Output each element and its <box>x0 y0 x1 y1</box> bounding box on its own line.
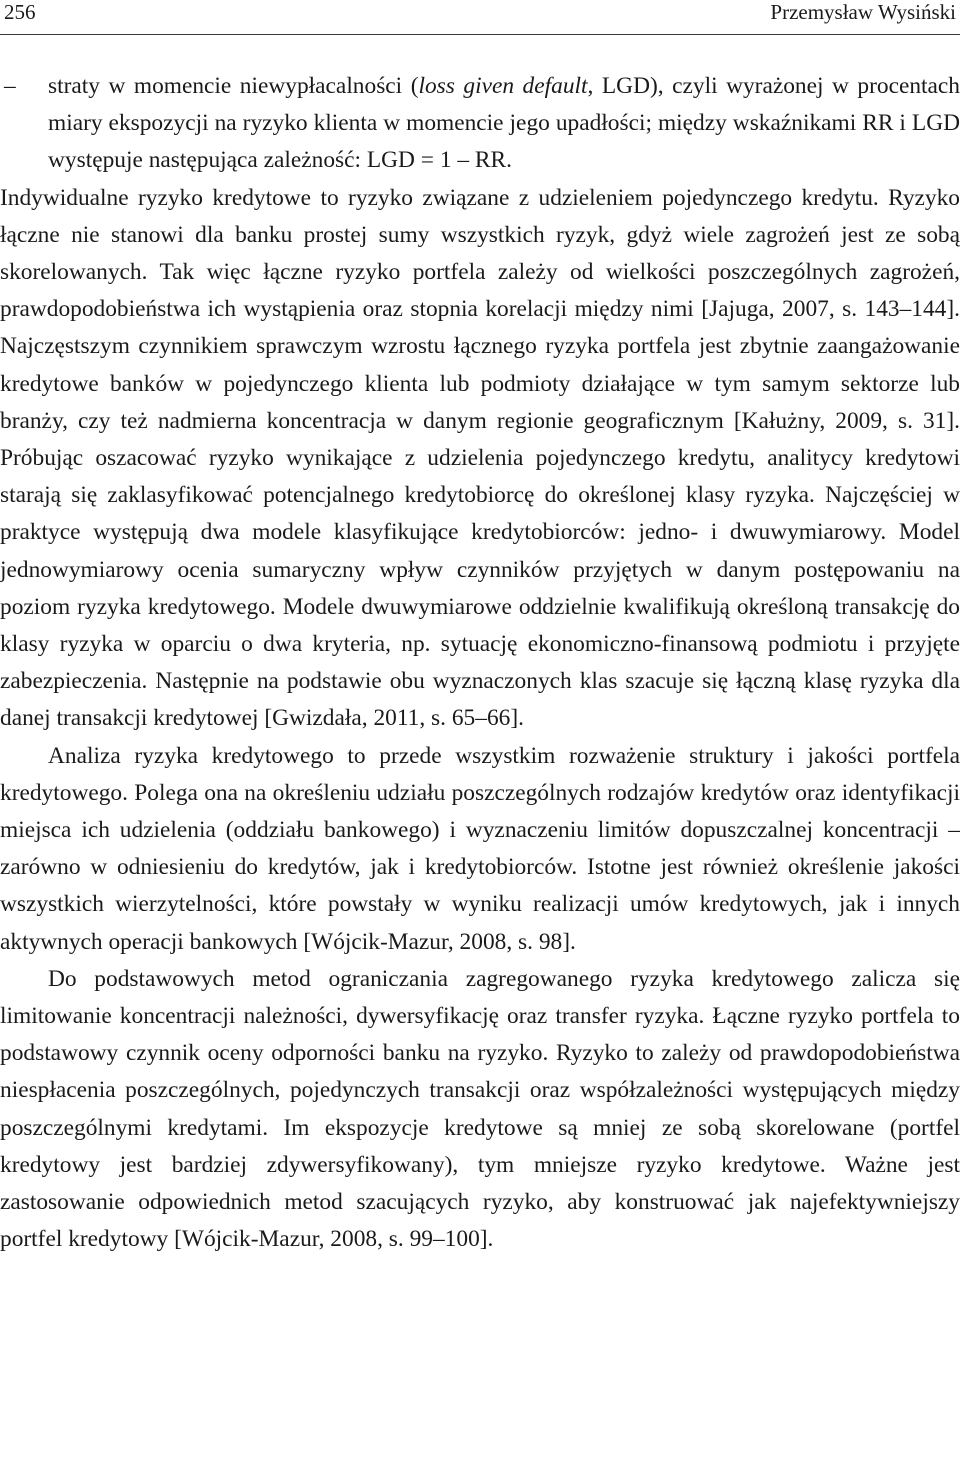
bullet-text-start: straty w momencie niewypłacalności ( <box>48 73 419 99</box>
paragraph-3: Do podstawowych metod ograniczania zagregowanego ryzyka kredytowego zalicza się limitowanie koncentracji należności, dywersyfikację oraz transfer ryzyka. Łączne ryzyko portfela to podstawowy czynnik oceny odporności banku na ryzyko. Ryzyko to zależy od prawdopodobieństwa niespłacenia poszczególnych, pojedynczych transakcji oraz współzależności występujących między poszczególnymi kredytami. Im ekspozycje kredytowe są mniej ze sobą skorelowane (portfel kredytowy jest bardziej zdywersyfikowany), tym mniejsze ryzyko kredytowe. Ważne jest zastosowanie odpowiednich metod szacujących ryzyko, aby konstruować jak najefektywniejszy portfel kredytowy [Wójcik-Mazur, 2008, s. 99–100]. <box>0 965 960 1253</box>
page-header <box>0 0 960 35</box>
body-text <box>0 68 960 1259</box>
bullet-item-lgd <box>0 68 960 180</box>
running-head-author: Przemysław Wysiński <box>770 0 956 24</box>
page-number: 256 <box>4 0 36 24</box>
paragraph-1: Indywidualne ryzyko kredytowe to ryzyko związane z udzieleniem pojedynczego kredytu. Ryzyko łączne nie stanowi dla banku prostej sumy wszystkich ryzyk, gdyż wiele zagrożeń jest ze sobą skorelowanych. Tak więc łączne ryzyko portfela zależy od wielkości poszczególnych zagrożeń, prawdopodobieństwa ich wystąpienia oraz stopnia korelacji między nimi [Jajuga, 2007, s. 143–144]. Najczęstszym czynnikiem sprawczym wzrostu łącznego ryzyka portfela jest zbytnie zaangażowanie kredytowe banków w pojedynczego klienta lub podmioty działające w tym samym sektorze lub branży, czy też nadmierna koncentracja w danym regionie geograficznym [Kałużny, 2009, s. 31]. Próbując oszacować ryzyko wynikające z udzielenia pojedynczego kredytu, analitycy kredytowi starają się zaklasyfikować potencjalnego kredytobiorcę do określonej klasy ryzyka. Najczęściej w praktyce występują dwa modele klasyfikujące kredytobiorców: jedno- i dwuwymiarowy. Model jednowymiarowy ocenia sumaryczny wpływ czynników przyjętych w danym postępowaniu na poziom ryzyka kredytowego. Modele dwuwymiarowe oddzielnie kwalifikują określoną transakcję do klasy ryzyka w oparciu o dwa kryteria, np. sytuację ekonomiczno-finansową podmiotu i przyjęte zabezpieczenia. Następnie na podstawie obu wyznaczonych klas szacuje się łączną klasę ryzyka dla danej transakcji kredytowej [Gwizdała, 2011, s. 65–66]. <box>0 184 960 732</box>
bullet-text-end: , LGD), czyli wyrażonej w procentach miary ekspozycji na ryzyko klienta w momencie jego upadłości; między wskaźnikami RR i LGD występuje następująca zależność: LGD = 1 – RR. <box>48 73 960 174</box>
paragraph-2: Analiza ryzyka kredytowego to przede wszystkim rozważenie struktury i jakości portfela kredytowego. Polega ona na określeniu udziału poszczególnych rodzajów kredytów oraz identyfikacji miejsca ich udzielenia (oddziału bankowego) i wyznaczeniu limitów dopuszczalnej koncentracji – zarówno w odniesieniu do kredytów, jak i kredytobiorców. Istotne jest również określenie jakości wszystkich wierzytelności, które powstały w wyniku realizacji umów kredytowych, jak i innych aktywnych operacji bankowych [Wójcik-Mazur, 2008, s. 98]. <box>0 742 960 955</box>
bullet-dash: – <box>4 73 16 99</box>
bullet-text-italic: loss given default <box>418 73 588 99</box>
